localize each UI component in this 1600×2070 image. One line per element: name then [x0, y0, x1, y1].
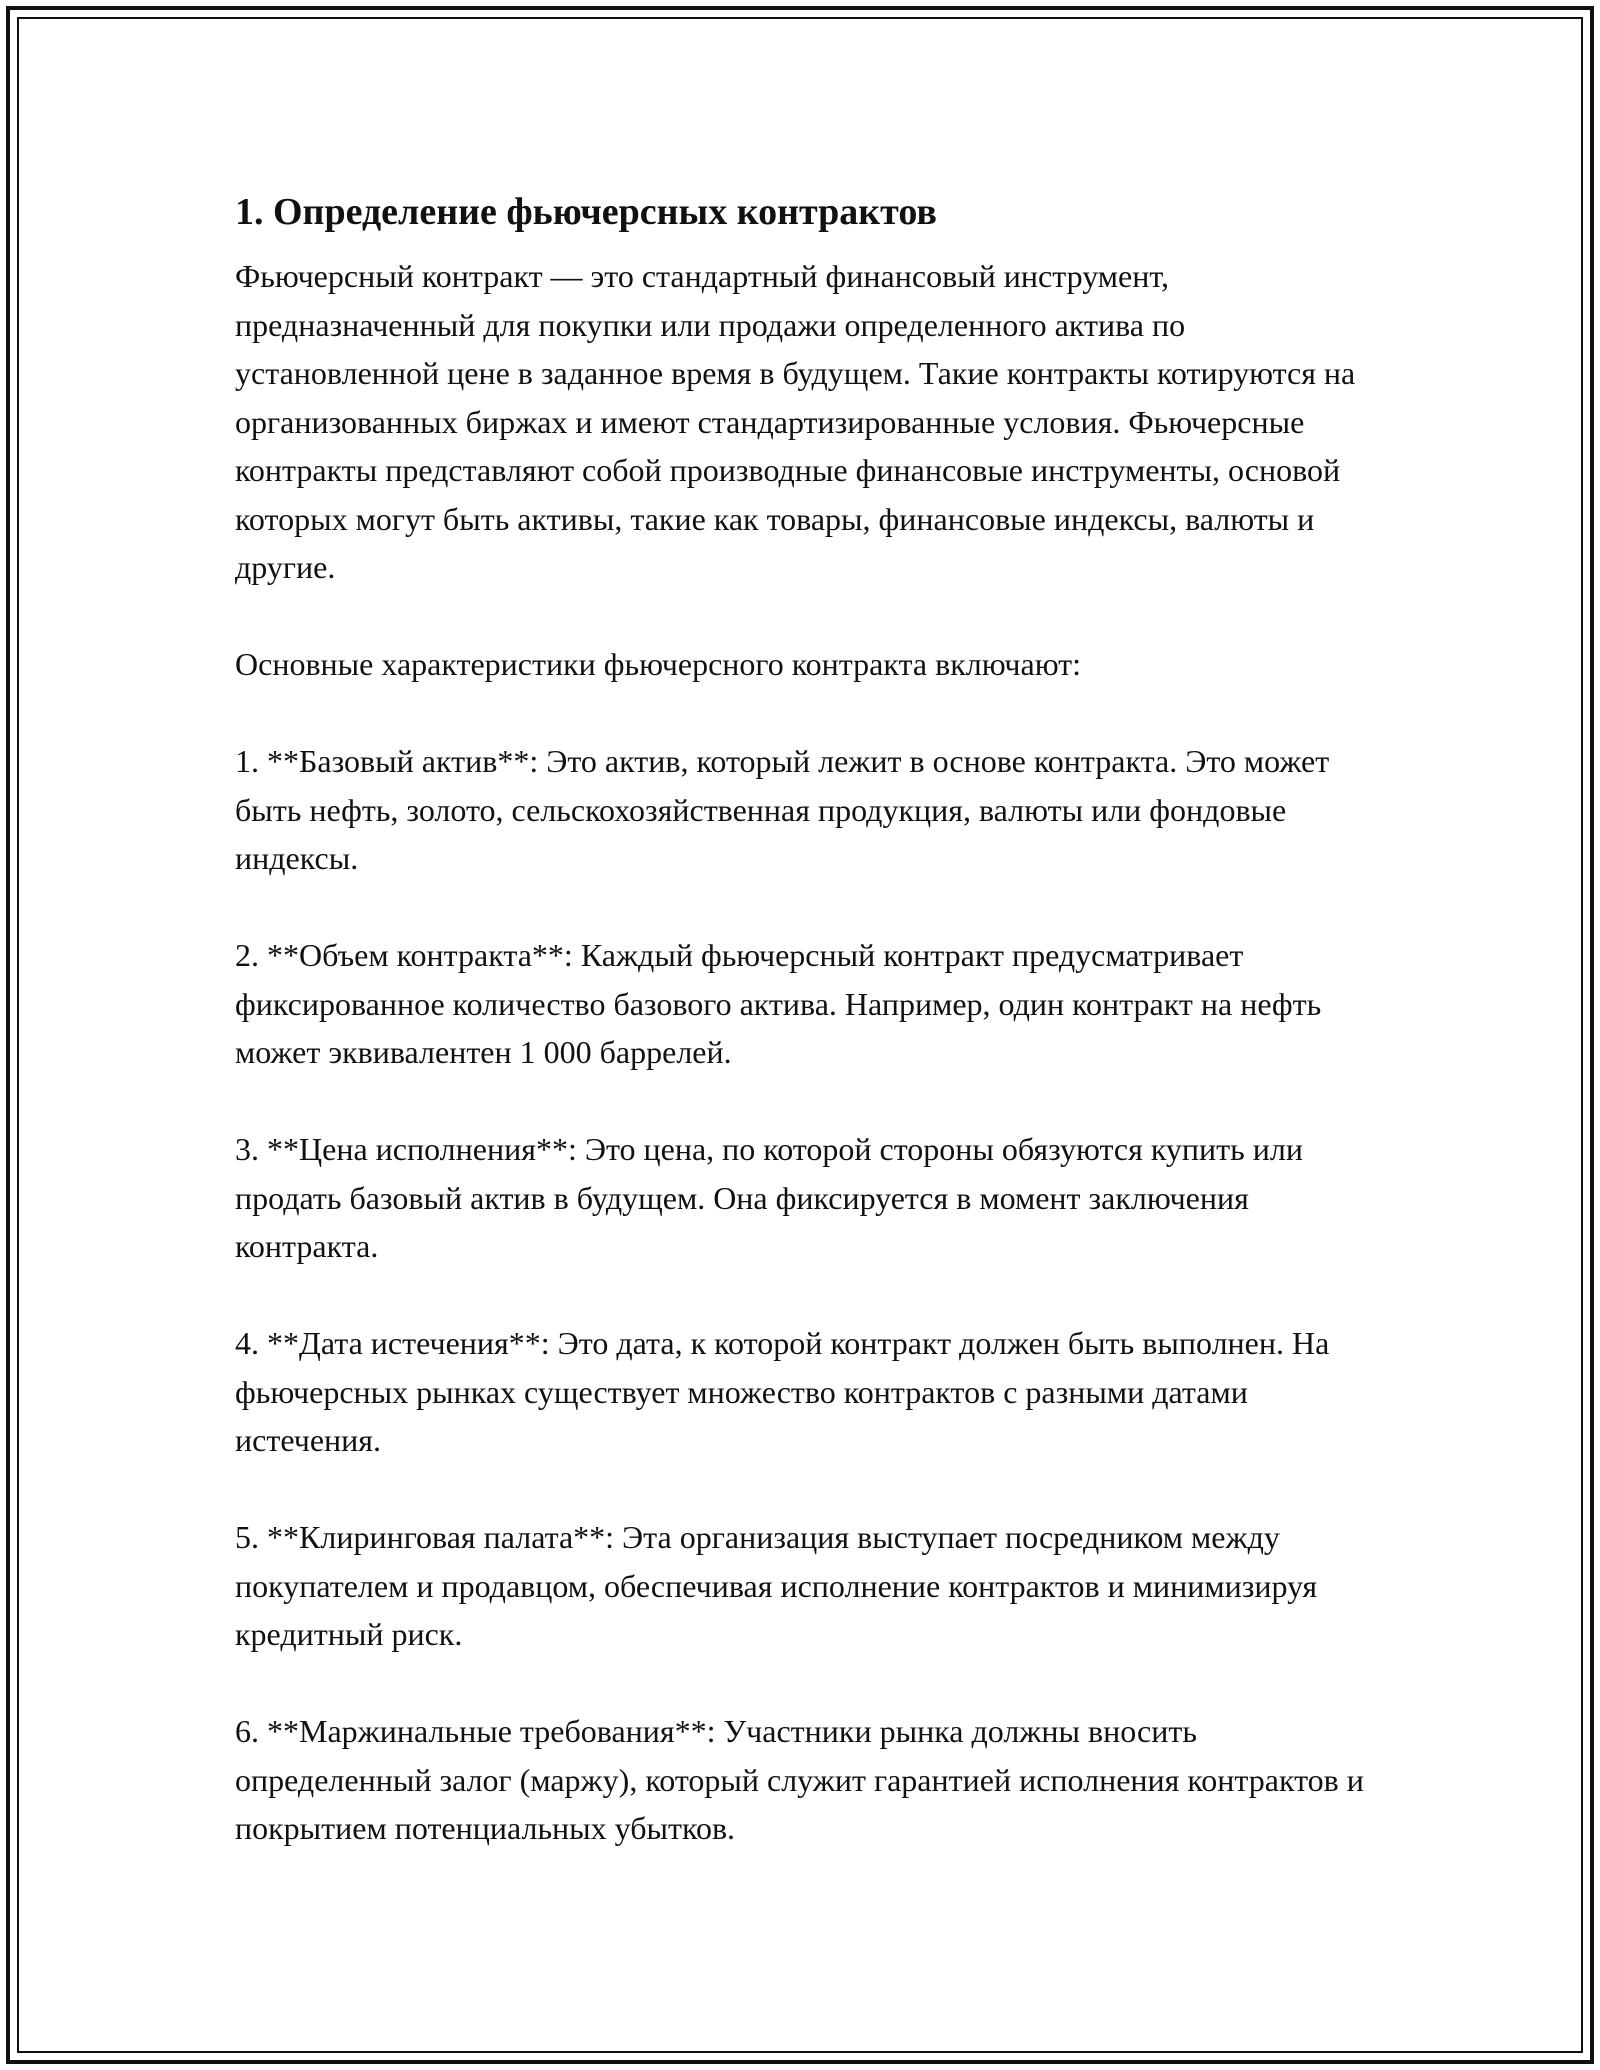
intro-paragraph: Фьючерсный контракт — это стандартный финансовый инструмент, предназначенный для покупки или продажи определенного актива по установленной цене в заданное время в будущем. Такие контракты котируются на организованных биржах и имеют стандартизированные условия. Фьючерсные контракты представляют собой производные финансовые инструменты, основой которых могут быть активы, такие как товары, финансовые индексы, валюты и другие. — [235, 258, 1356, 585]
list-item-strike-price: 3. **Цена исполнения**: Это цена, по которой стороны обязуются купить или продать базовый актив в будущем. Она фиксируется в момент заключения контракта. — [235, 1131, 1303, 1264]
list-item-base-asset: 1. **Базовый актив**: Это актив, который лежит в основе контракта. Это может быть нефть, золото, сельскохозяйственная продукция, валюты или фондовые индексы. — [235, 743, 1330, 876]
list-item-contract-volume: 2. **Объем контракта**: Каждый фьючерсный контракт предусматривает фиксированное количество базового актива. Например, один контракт на нефть может эквивалентен 1 000 баррелей. — [235, 937, 1322, 1070]
list-item-expiration-date: 4. **Дата истечения**: Это дата, к которой контракт должен быть выполнен. На фьючерсных рынках существует множество контрактов с разными датами истечения. — [235, 1325, 1330, 1458]
list-item-margin-requirements: 6. **Маржинальные требования**: Участники рынка должны вносить определенный залог (маржу), который служит гарантией исполнения контрактов и покрытием потенциальных убытков. — [235, 1713, 1364, 1846]
section-heading: 1. Определение фьючерсных контрактов — [235, 191, 937, 233]
characteristics-intro: Основные характеристики фьючерсного контракта включают: — [235, 646, 1082, 682]
list-item-clearing-house: 5. **Клиринговая палата**: Эта организация выступает посредником между покупателем и продавцом, обеспечивая исполнение контрактов и минимизируя кредитный риск. — [235, 1519, 1318, 1652]
document-body — [235, 186, 1385, 1901]
